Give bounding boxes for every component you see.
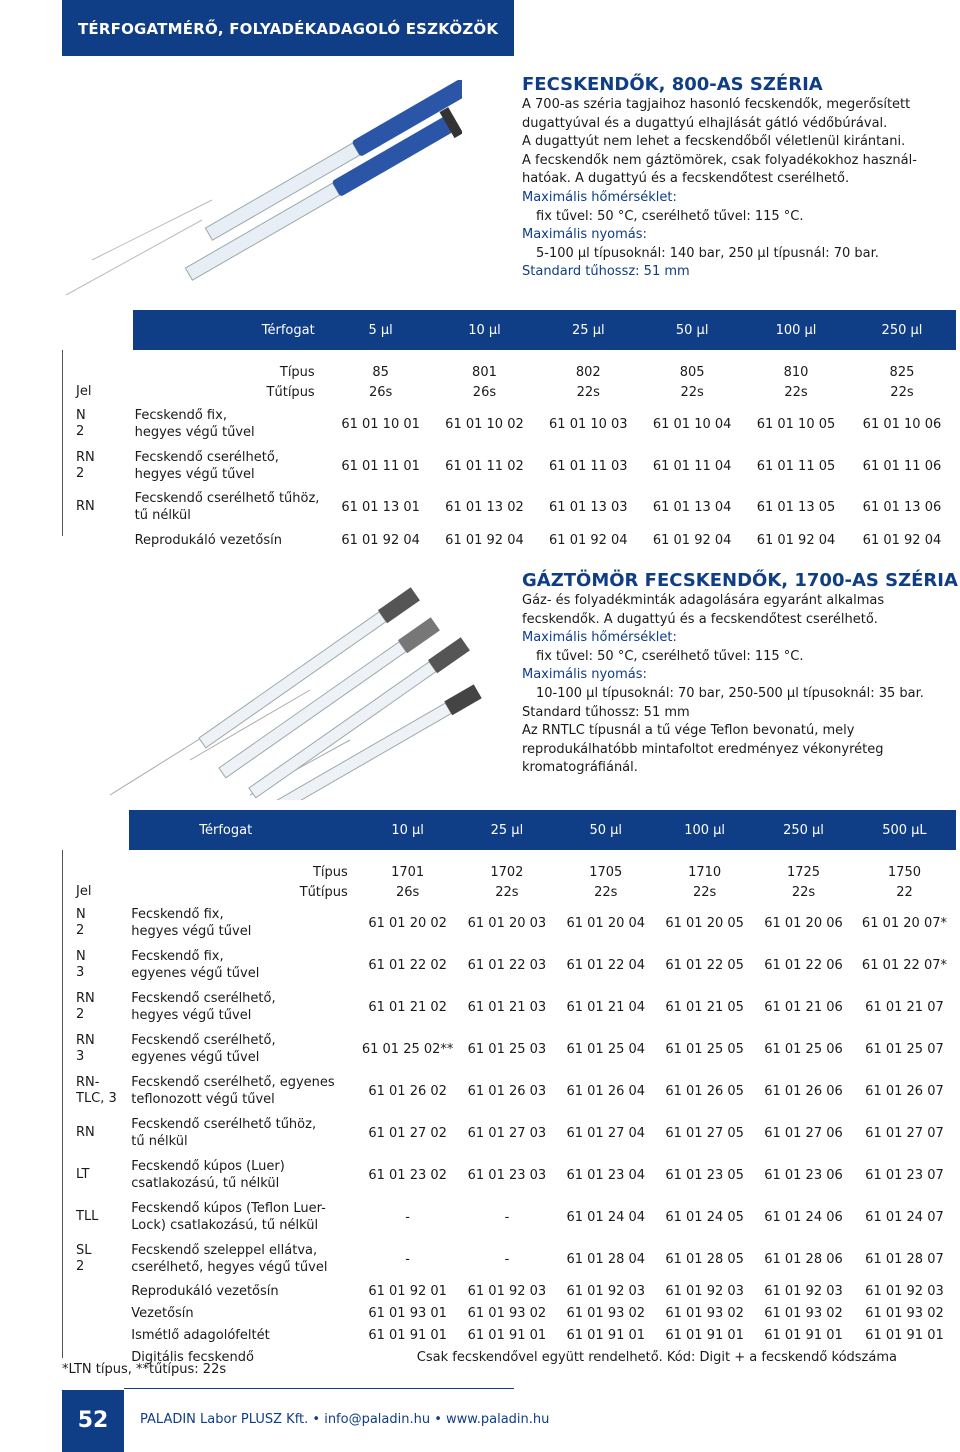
row-desc: Fecskendő kúpos (Luer) <box>131 1159 285 1174</box>
code-cell: 61 01 93 01 <box>368 1305 447 1321</box>
needle-type-cell: 22 <box>896 884 913 900</box>
volume-label: Térfogat <box>133 310 329 350</box>
code-cell: 61 01 28 04 <box>566 1251 646 1267</box>
code-cell: 61 01 10 02 <box>445 416 524 432</box>
table-row <box>62 1154 956 1196</box>
code-cell: 61 01 91 01 <box>764 1327 843 1343</box>
code-cell: 61 01 20 06 <box>764 915 843 931</box>
volume-cell: 10 µl <box>433 310 537 350</box>
code-cell: 61 01 13 05 <box>756 499 836 515</box>
code-cell: 61 01 92 04 <box>862 532 942 548</box>
code-cell: 61 01 92 03 <box>764 1283 843 1299</box>
footer-company: PALADIN Labor PLUSZ Kft. • info@paladin.hu • www.paladin.hu <box>140 1412 550 1427</box>
row-desc: Fecskendő fix, <box>131 949 224 964</box>
code-cell: 61 01 20 05 <box>665 915 744 931</box>
code-cell: - <box>504 1251 510 1267</box>
jel-header: Jel <box>76 384 92 399</box>
code-cell: 61 01 92 03 <box>865 1283 944 1299</box>
code-cell: 61 01 21 03 <box>467 999 547 1015</box>
volume-cell: 100 µl <box>655 810 754 850</box>
code-cell: 61 01 21 06 <box>764 999 843 1015</box>
volume-cell: 250 µl <box>754 810 853 850</box>
row-desc: Fecskendő kúpos (Teflon Luer- <box>131 1201 326 1216</box>
code-cell: 61 01 92 03 <box>467 1283 547 1299</box>
code-cell: 61 01 20 07* <box>861 915 947 931</box>
code-cell: 61 01 11 02 <box>445 458 524 474</box>
code-cell: 61 01 91 01 <box>566 1327 646 1343</box>
type-cell: 1750 <box>887 864 921 880</box>
row-desc: Fecskendő szeleppel ellátva, <box>131 1243 318 1258</box>
volume-row <box>62 310 956 350</box>
text-line: fecskendők. A dugattyú és a fecskendőtest cserélhető. <box>522 611 878 627</box>
table-row <box>62 1196 956 1238</box>
code-cell: 61 01 25 07 <box>865 1041 944 1057</box>
code-cell: 61 01 23 05 <box>665 1167 744 1183</box>
code-cell: 61 01 26 04 <box>566 1083 646 1099</box>
code-cell: 61 01 91 01 <box>467 1327 547 1343</box>
row-desc: hegyes végű tűvel <box>131 924 252 939</box>
volume-cell: 250 µl <box>848 310 956 350</box>
type-cell: 1725 <box>786 864 821 880</box>
code-cell: 61 01 25 05 <box>665 1041 744 1057</box>
code-cell: 61 01 20 04 <box>566 915 646 931</box>
row-desc: Fecskendő cserélhető tűhöz, <box>134 491 320 506</box>
code-cell: 61 01 11 03 <box>549 458 628 474</box>
row-desc: hegyes végű tűvel <box>134 467 255 482</box>
temp-value: fix tűvel: 50 °C, cserélhető tűvel: 115 °C. <box>536 648 804 664</box>
jel-code: TLC, 3 <box>76 1091 117 1106</box>
jel-code: 2 <box>76 1007 85 1022</box>
code-cell: 61 01 21 05 <box>665 999 744 1015</box>
code-cell: 61 01 23 07 <box>865 1167 944 1183</box>
row-desc: cserélhető, hegyes végű tűvel <box>131 1260 328 1275</box>
page-number: 52 <box>77 1408 109 1433</box>
code-cell: 61 01 23 06 <box>764 1167 843 1183</box>
code-cell: 61 01 11 05 <box>756 458 836 474</box>
jel-code: RN <box>76 1033 95 1048</box>
page-number-box <box>62 1390 124 1452</box>
code-cell: 61 01 26 07 <box>865 1083 944 1099</box>
code-cell: - <box>504 1209 510 1225</box>
type-label: Típus <box>279 364 315 380</box>
jel-code: 2 <box>76 923 85 938</box>
row-desc: hegyes végű tűvel <box>134 425 255 440</box>
code-cell: 61 01 27 04 <box>566 1125 646 1141</box>
type-row <box>62 362 956 382</box>
code-cell: 61 01 26 02 <box>368 1083 447 1099</box>
jel-code: 2 <box>76 1259 85 1274</box>
type-cell: 85 <box>372 364 389 380</box>
pressure-label: Maximális nyomás: <box>522 227 647 243</box>
needle-length: Standard tűhossz: 51 mm <box>522 264 690 280</box>
code-cell: 61 01 27 07 <box>865 1125 944 1141</box>
footnote: *LTN típus, **tűtípus: 22s <box>62 1362 227 1377</box>
guide-label: Reprodukáló vezetősín <box>134 532 282 548</box>
row-label: Digitális fecskendő <box>131 1349 254 1365</box>
needle-type-cell: 22s <box>680 384 704 400</box>
jel-code: LT <box>76 1167 90 1182</box>
needle-type-cell: 22s <box>594 884 618 900</box>
row-label: Vezetősín <box>131 1305 194 1321</box>
table-row <box>62 902 956 944</box>
row-desc: Lock) csatlakozású, tű nélkül <box>131 1218 319 1233</box>
needle-type-cell: 22s <box>495 884 519 900</box>
code-cell: 61 01 27 06 <box>764 1125 843 1141</box>
code-cell: 61 01 91 01 <box>865 1327 944 1343</box>
code-cell: 61 01 91 01 <box>665 1327 744 1343</box>
section-title-800: FECSKENDŐK, 800-AS SZÉRIA <box>522 74 823 95</box>
code-cell: 61 01 23 04 <box>566 1167 646 1183</box>
table-row <box>62 986 956 1028</box>
code-cell: 61 01 26 06 <box>764 1083 843 1099</box>
code-cell: 61 01 21 02 <box>368 999 447 1015</box>
needle-type-label: Tűtípus <box>299 884 348 900</box>
table-800 <box>62 310 956 552</box>
code-cell: 61 01 22 07* <box>861 957 947 973</box>
code-cell: - <box>405 1209 410 1225</box>
code-cell: 61 01 28 05 <box>665 1251 744 1267</box>
needle-type-cell: 26s <box>368 384 393 400</box>
code-cell: 61 01 92 04 <box>549 532 628 548</box>
code-cell: 61 01 24 06 <box>764 1209 843 1225</box>
code-cell: 61 01 13 03 <box>549 499 628 515</box>
code-cell: 61 01 27 02 <box>368 1125 447 1141</box>
jel-code: SL <box>76 1243 92 1258</box>
row-desc: egyenes végű tűvel <box>131 966 260 981</box>
code-cell: 61 01 27 05 <box>665 1125 744 1141</box>
type-cell: 1710 <box>688 864 722 880</box>
needle-type-cell: 26s <box>395 884 420 900</box>
text-line: kromatográfiánál. <box>522 760 638 776</box>
code-cell: 61 01 13 04 <box>652 499 732 515</box>
code-cell: 61 01 92 03 <box>665 1283 744 1299</box>
volume-cell: 500 µL <box>853 810 956 850</box>
table-row <box>62 528 956 552</box>
section-title-1700: GÁZTÖMÖR FECSKENDŐK, 1700-AS SZÉRIA <box>522 570 958 591</box>
code-cell: 61 01 26 03 <box>467 1083 547 1099</box>
code-cell: 61 01 23 02 <box>368 1167 447 1183</box>
jel-code: 3 <box>76 965 85 980</box>
jel-code: 2 <box>76 424 85 439</box>
type-cell: 810 <box>783 364 809 380</box>
jel-code: 3 <box>76 1049 85 1064</box>
row-label: Reprodukáló vezetősín <box>131 1283 279 1299</box>
volume-cell: 100 µl <box>744 310 848 350</box>
table-row <box>62 1280 956 1302</box>
code-cell: 61 01 27 03 <box>467 1125 547 1141</box>
table-row <box>62 1028 956 1070</box>
code-cell: 61 01 92 01 <box>368 1283 447 1299</box>
type-cell: 825 <box>889 364 915 380</box>
needle-type-cell: 22s <box>791 884 816 900</box>
needle-type-cell: 22s <box>784 384 808 400</box>
section-800-text <box>522 96 952 282</box>
code-cell: 61 01 11 04 <box>652 458 732 474</box>
code-cell: 61 01 26 05 <box>665 1083 744 1099</box>
code-cell: 61 01 93 02 <box>665 1305 744 1321</box>
code-cell: 61 01 11 01 <box>341 458 420 474</box>
needle-type-row <box>62 382 956 402</box>
temp-label: Maximális hőmérséklet: <box>522 189 677 205</box>
volume-label: Térfogat <box>129 810 358 850</box>
row-desc: Fecskendő fix, <box>131 907 224 922</box>
section-1700-text <box>522 592 952 778</box>
code-cell: 61 01 21 04 <box>566 999 646 1015</box>
row-desc: Fecskendő cserélhető, egyenes <box>131 1075 335 1090</box>
digital-note: Csak fecskendővel együtt rendelhető. Kód: Digit + a fecskendő kódszáma <box>416 1349 897 1365</box>
row-desc: Fecskendő cserélhető, <box>131 1033 276 1048</box>
text-line: A 700-as széria tagjaihoz hasonló fecskendők, megerősített <box>522 97 911 112</box>
volume-cell: 25 µl <box>457 810 556 850</box>
jel-code: N <box>76 949 86 964</box>
code-cell: 61 01 24 07 <box>865 1209 944 1225</box>
text-line: A dugattyút nem lehet a fecskendőből véletlenül kirántani. <box>522 134 906 150</box>
code-cell: - <box>405 1251 410 1267</box>
jel-code: N <box>76 907 86 922</box>
table-row <box>62 1324 956 1346</box>
text-line: Gáz- és folyadékminták adagolására egyaránt alkalmas <box>522 593 885 608</box>
needle-type-cell: 22s <box>576 384 600 400</box>
code-cell: 61 01 93 02 <box>467 1305 547 1321</box>
jel-code: RN <box>76 450 95 465</box>
code-cell: 61 01 22 03 <box>467 957 547 973</box>
code-cell: 61 01 10 06 <box>862 416 942 432</box>
table-row <box>62 402 956 446</box>
jel-code: RN <box>76 1125 95 1140</box>
header-bar <box>62 0 514 56</box>
code-cell: 61 01 28 07 <box>865 1251 944 1267</box>
table-row <box>62 1070 956 1112</box>
needle-type-row <box>62 882 956 902</box>
code-cell: 61 01 22 05 <box>665 957 744 973</box>
text-line: hatóak. A dugattyú és a fecskendőtest cserélhető. <box>522 171 850 187</box>
row-desc: teflonozott végű tűvel <box>131 1092 275 1107</box>
text-line: dugattyúval és a dugattyú elhajlását gátló védőbúrával. <box>522 115 888 131</box>
code-cell: 61 01 93 02 <box>566 1305 646 1321</box>
jel-code: TLL <box>76 1209 99 1224</box>
table-row <box>62 486 956 528</box>
type-row <box>62 862 956 882</box>
type-cell: 805 <box>679 364 705 380</box>
code-cell: 61 01 11 06 <box>862 458 942 474</box>
needle-type-cell: 22s <box>890 384 914 400</box>
jel-code: N <box>76 408 86 423</box>
table-1700 <box>62 810 956 1368</box>
code-cell: 61 01 22 04 <box>566 957 646 973</box>
volume-cell: 5 µl <box>329 310 433 350</box>
row-label: Ismétlő adagolófeltét <box>131 1327 270 1343</box>
pressure-label: Maximális nyomás: <box>522 667 647 683</box>
row-desc: Fecskendő fix, <box>134 408 227 423</box>
code-cell: 61 01 13 06 <box>862 499 942 515</box>
footer-divider <box>124 1388 514 1389</box>
text-line: A fecskendők nem gáztömörek, csak folyadékokhoz használ- <box>522 152 917 168</box>
jel-code: 2 <box>76 466 85 481</box>
code-cell: 61 01 91 01 <box>368 1327 447 1343</box>
code-cell: 61 01 22 06 <box>764 957 843 973</box>
code-cell: 61 01 13 02 <box>445 499 524 515</box>
needle-type-label: Tűtípus <box>266 384 315 400</box>
text-line: Az RNTLC típusnál a tű vége Teflon bevonatú, mely <box>522 723 855 739</box>
code-cell: 61 01 24 04 <box>566 1209 646 1225</box>
type-label: Típus <box>312 864 348 880</box>
code-cell: 61 01 92 04 <box>445 532 524 548</box>
code-cell: 61 01 20 02 <box>368 915 447 931</box>
needle-length: Standard tűhossz: 51 mm <box>522 704 690 720</box>
code-cell: 61 01 92 04 <box>756 532 836 548</box>
table-row <box>62 446 956 486</box>
row-desc: Fecskendő cserélhető, <box>134 450 279 465</box>
code-cell: 61 01 25 03 <box>467 1041 547 1057</box>
row-desc: tű nélkül <box>131 1134 188 1149</box>
code-cell: 61 01 92 04 <box>341 532 420 548</box>
volume-cell: 25 µl <box>536 310 640 350</box>
code-cell: 61 01 20 03 <box>467 915 547 931</box>
type-cell: 802 <box>575 364 601 380</box>
needle-type-cell: 26s <box>472 384 497 400</box>
code-cell: 61 01 13 01 <box>341 499 420 515</box>
code-cell: 61 01 23 03 <box>467 1167 547 1183</box>
code-cell: 61 01 10 03 <box>549 416 628 432</box>
code-cell: 61 01 28 06 <box>764 1251 843 1267</box>
jel-code: RN <box>76 499 95 514</box>
code-cell: 61 01 93 02 <box>764 1305 843 1321</box>
needle-type-cell: 22s <box>692 884 717 900</box>
code-cell: 61 01 25 02** <box>361 1041 454 1057</box>
table-row <box>62 1238 956 1280</box>
pressure-value: 10-100 µl típusoknál: 70 bar, 250-500 µl típusoknál: 35 bar. <box>536 685 924 701</box>
row-desc: Fecskendő cserélhető tűhöz, <box>131 1117 317 1132</box>
volume-cell: 10 µl <box>358 810 458 850</box>
syringe-photo-1700 <box>110 570 510 800</box>
code-cell: 61 01 93 02 <box>865 1305 944 1321</box>
code-cell: 61 01 92 04 <box>652 532 732 548</box>
type-cell: 801 <box>472 364 497 380</box>
table-row <box>62 1302 956 1324</box>
pressure-value: 5-100 µl típusoknál: 140 bar, 250 µl típusnál: 70 bar. <box>536 245 879 261</box>
code-cell: 61 01 24 05 <box>665 1209 744 1225</box>
volume-cell: 50 µl <box>640 310 744 350</box>
code-cell: 61 01 10 05 <box>756 416 836 432</box>
volume-row <box>62 810 956 850</box>
code-cell: 61 01 22 02 <box>368 957 447 973</box>
jel-header: Jel <box>76 884 92 899</box>
row-desc: tű nélkül <box>134 508 191 523</box>
code-cell: 61 01 92 03 <box>566 1283 646 1299</box>
text-line: reprodukálhatóbb mintafoltot eredményez vékonyréteg <box>522 741 884 757</box>
row-desc: Fecskendő cserélhető, <box>131 991 276 1006</box>
temp-value: fix tűvel: 50 °C, cserélhető tűvel: 115 °C. <box>536 208 804 224</box>
code-cell: 61 01 25 04 <box>566 1041 646 1057</box>
temp-label: Maximális hőmérséklet: <box>522 630 677 646</box>
type-cell: 1702 <box>490 864 524 880</box>
type-cell: 1705 <box>589 864 623 880</box>
jel-code: RN- <box>76 1075 100 1090</box>
code-cell: 61 01 10 04 <box>652 416 732 432</box>
row-desc: egyenes végű tűvel <box>131 1050 260 1065</box>
code-cell: 61 01 21 07 <box>865 999 944 1015</box>
syringe-photo-800 <box>62 80 462 300</box>
volume-cell: 50 µl <box>556 810 655 850</box>
table-row <box>62 1112 956 1154</box>
type-cell: 1701 <box>391 864 425 880</box>
row-desc: csatlakozású, tű nélkül <box>131 1176 280 1191</box>
code-cell: 61 01 25 06 <box>764 1041 843 1057</box>
jel-code: RN <box>76 991 95 1006</box>
code-cell: 61 01 10 01 <box>341 416 420 432</box>
table-row <box>62 944 956 986</box>
header-title: TÉRFOGATMÉRŐ, FOLYADÉKADAGOLÓ ESZKÖZÖK <box>78 20 499 38</box>
row-desc: hegyes végű tűvel <box>131 1008 252 1023</box>
